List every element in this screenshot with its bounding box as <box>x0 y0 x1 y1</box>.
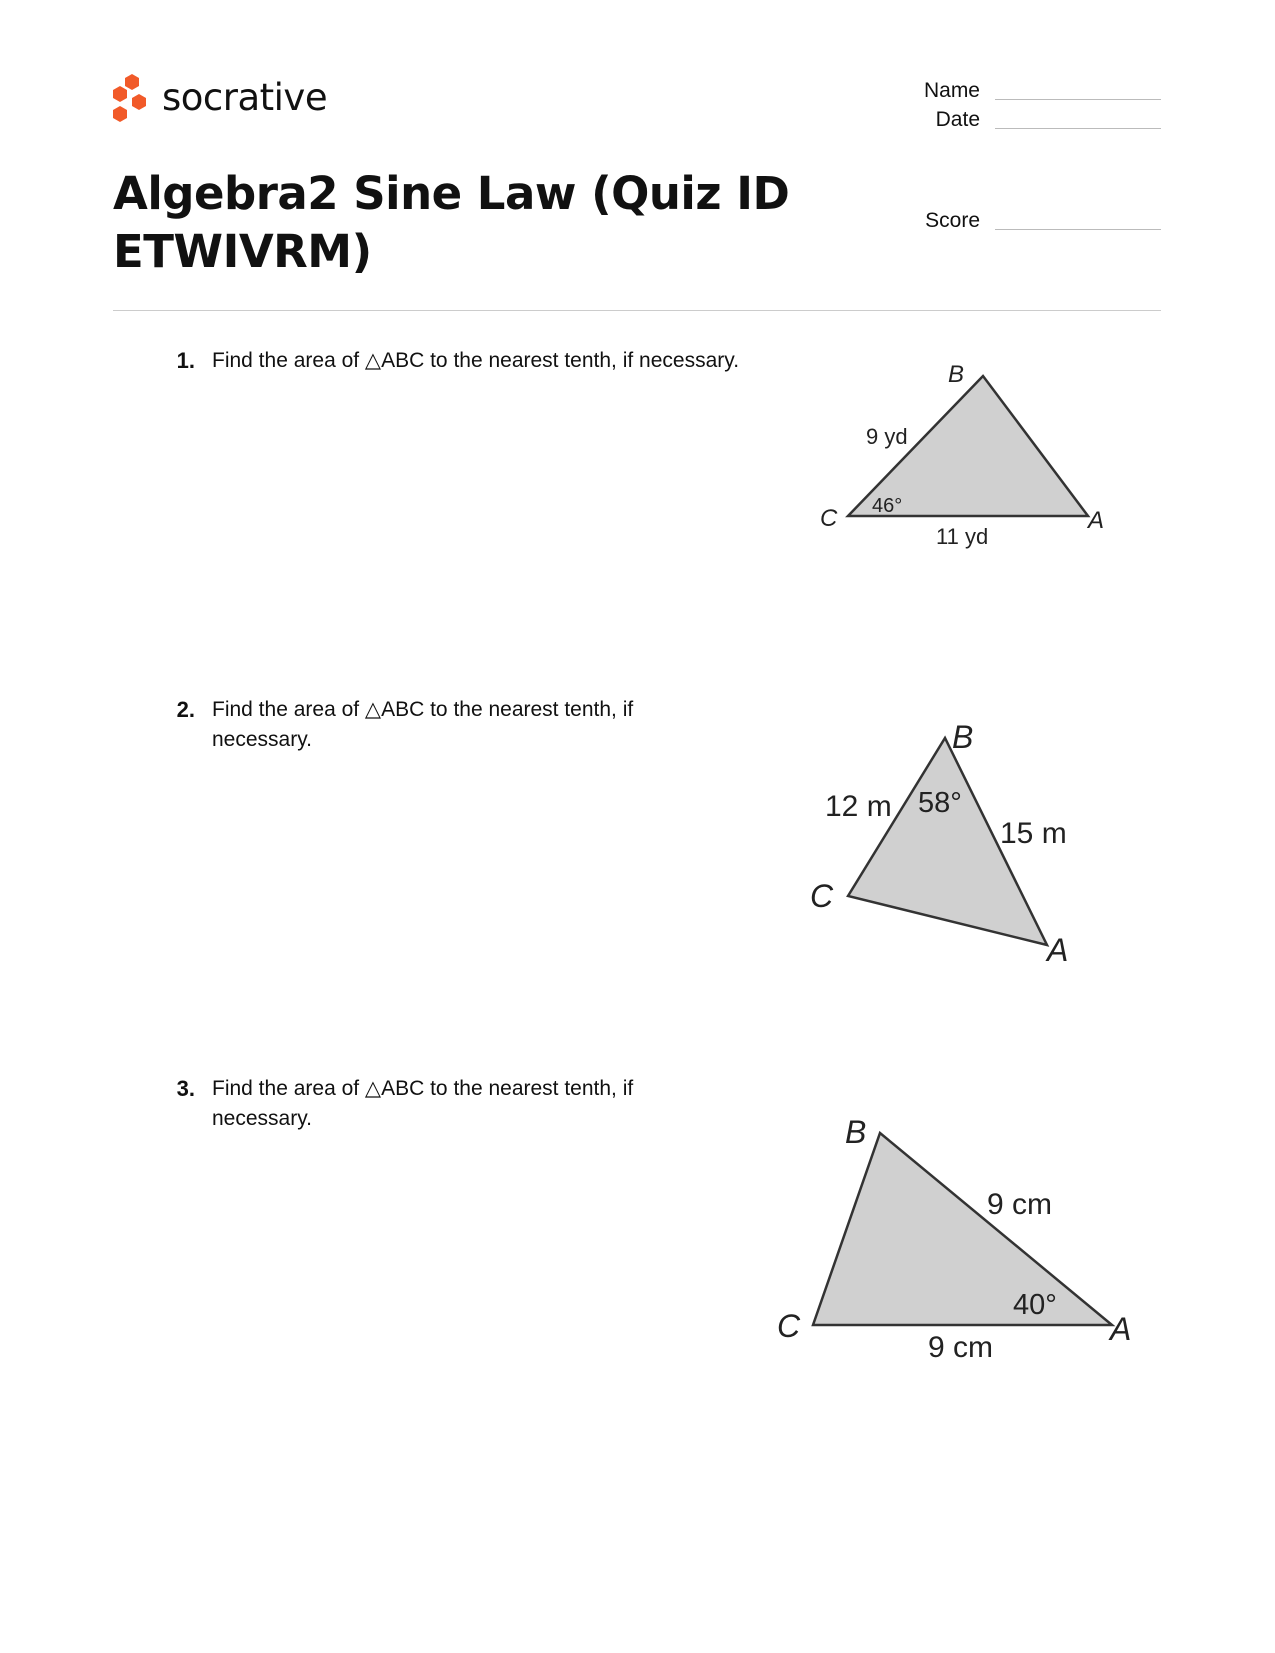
question-number: 3. <box>176 1076 195 1101</box>
angle-label: 46° <box>872 495 903 517</box>
vertex-label: A <box>1110 1311 1132 1347</box>
question-number: 1. <box>176 348 195 373</box>
question-text: Find the area of △ABC to the nearest tenth, if necessary. <box>212 1077 634 1130</box>
name-label: Name <box>923 79 980 102</box>
side-label: 15 m <box>1000 817 1067 850</box>
date-label: Date <box>935 108 980 131</box>
vertex-label: B <box>948 361 965 388</box>
vertex-label: B <box>952 719 974 755</box>
vertex-label: C <box>777 1308 801 1344</box>
brand-name: socrative <box>162 75 328 119</box>
side-label: 11 yd <box>936 524 989 549</box>
vertex-label: C <box>810 878 834 914</box>
angle-label: 58° <box>918 787 962 819</box>
triangle-2 <box>810 719 1068 968</box>
vertex-label: C <box>820 505 838 532</box>
side-label: 9 yd <box>866 424 908 449</box>
triangle-3 <box>777 1114 1131 1364</box>
score-label: Score <box>925 209 980 232</box>
question-text: Find the area of △ABC to the nearest tenth, if necessary. <box>212 349 740 372</box>
question-number: 2. <box>176 697 195 722</box>
angle-label: 40° <box>1013 1289 1057 1321</box>
side-label: 9 cm <box>928 1331 994 1364</box>
vertex-label: A <box>1088 507 1105 534</box>
triangle-1 <box>820 361 1104 549</box>
question-text: Find the area of △ABC to the nearest tenth, if necessary. <box>212 698 634 751</box>
vertex-label: A <box>1047 932 1069 968</box>
side-label: 12 m <box>825 790 892 823</box>
side-label: 9 cm <box>987 1188 1053 1221</box>
vertex-label: B <box>845 1114 867 1150</box>
page-title: Algebra2 Sine Law (Quiz ID ETWIVRM) <box>113 167 790 278</box>
